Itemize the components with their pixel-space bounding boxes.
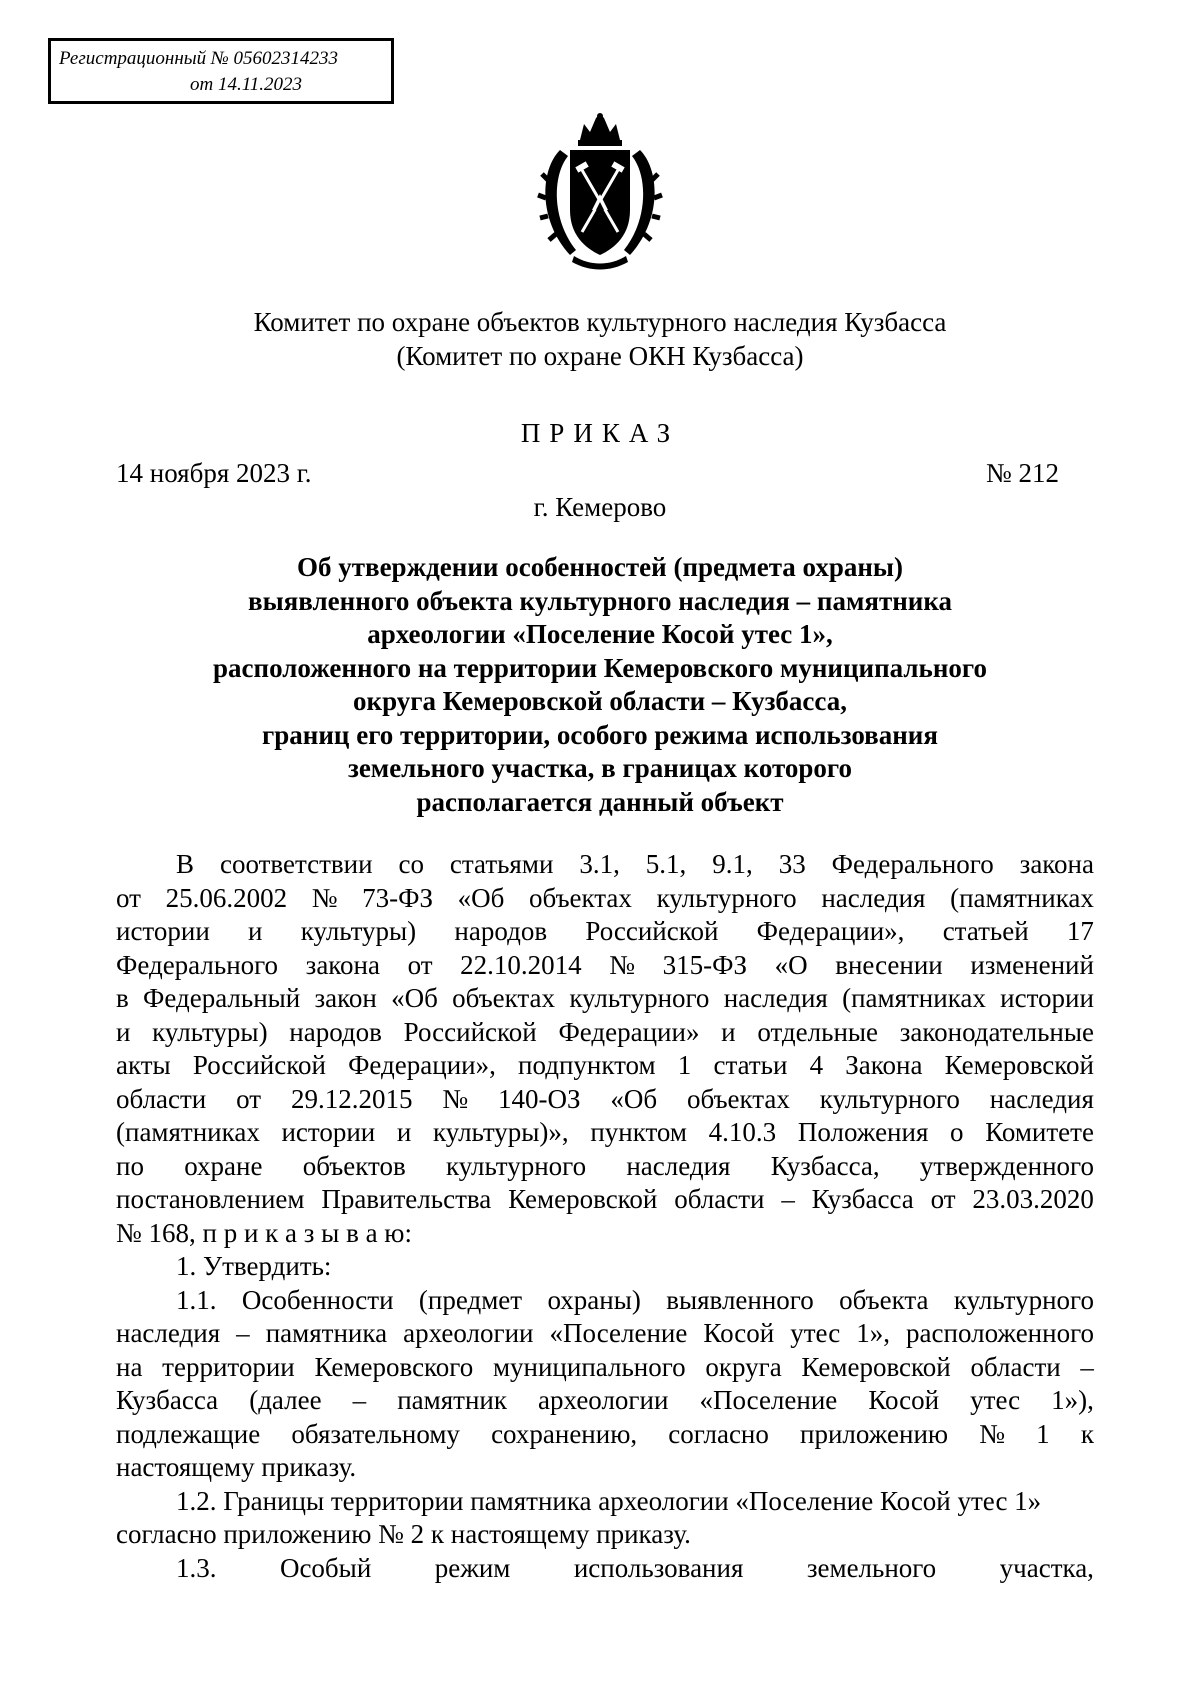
body-word: наследия (989, 1083, 1094, 1114)
body-word: Закона (845, 1050, 923, 1080)
body-word: Комитете (985, 1117, 1094, 1147)
title-line: выявленного объекта культурного наследия – памятника (248, 585, 952, 616)
body-word: сохранению, (491, 1418, 638, 1449)
body-word: 315-ФЗ (662, 949, 748, 980)
body-line (116, 1083, 1094, 1117)
body-word: Особый (279, 1552, 372, 1583)
document-type: ПРИКАЗ (520, 418, 680, 448)
body-word: 5.1, (645, 849, 687, 879)
organization-name: Комитет по охране объектов культурного наследия Кузбасса (253, 307, 947, 337)
body-word: подпунктом (518, 1050, 656, 1080)
body-word: (памятниках (950, 882, 1094, 913)
body-word: по (116, 1150, 144, 1181)
body-word: 3.1, (579, 849, 620, 879)
body-word: № (979, 1418, 1006, 1449)
body-word: и (396, 1117, 412, 1147)
body-word: области (970, 1351, 1061, 1382)
body-word: 73-ФЗ (362, 882, 433, 913)
body-word: Российской (403, 1016, 537, 1047)
body-word: (предмет (418, 1284, 523, 1315)
body-word: приложению (800, 1418, 949, 1449)
body-word: 25.06.2002 (165, 882, 288, 913)
body-word: Федерального (831, 849, 994, 879)
body-word: о (950, 1117, 964, 1147)
body-word: «Об (391, 983, 438, 1013)
body-word: 1 (1036, 1418, 1050, 1449)
body-word: режим (434, 1552, 511, 1583)
body-word: согласно (668, 1418, 769, 1449)
body-word: наследия (723, 983, 828, 1013)
body-word: к (1080, 1418, 1094, 1449)
body-word: «Поселение (699, 1385, 838, 1415)
body-word: статьей (942, 916, 1029, 946)
body-word: 1»), (1051, 1385, 1094, 1415)
title-line: округа Кемеровской области – Кузбасса, (353, 686, 847, 716)
body-word: утес (970, 1385, 1021, 1415)
body-word: Федерации» (558, 1016, 700, 1047)
body-line (116, 1418, 1094, 1452)
body-word: истории (116, 916, 210, 946)
body-word: и (248, 916, 263, 946)
body-word: 17 (1066, 916, 1094, 946)
body-word: культурного (445, 1150, 587, 1181)
body-word: охраны) (547, 1284, 641, 1315)
coat-of-arms-kuzbass-icon (530, 110, 670, 270)
body-word: – (352, 1385, 367, 1415)
body-word: «Поселение (549, 1318, 688, 1348)
body-word: (памятниках (116, 1117, 260, 1147)
body-word: от (407, 949, 433, 980)
body-word: «О (774, 949, 808, 980)
body-line (116, 1351, 1094, 1385)
registration-date: от 14.11.2023 (190, 74, 303, 95)
body-word: народов (289, 1016, 382, 1047)
body-word: Кемеровской (801, 1351, 951, 1382)
body-word: Косой (703, 1318, 775, 1348)
body-word: культуры)», (433, 1117, 569, 1147)
body-word: 29.12.2015 (290, 1083, 413, 1114)
body-word: расположенного (906, 1318, 1094, 1348)
body-word: 140-ОЗ (497, 1083, 581, 1114)
body-word: от (930, 1184, 956, 1214)
registration-number: Регистрационный № 05602314233 (59, 48, 339, 69)
body-word: в (116, 983, 129, 1013)
body-word: – (1080, 1351, 1094, 1382)
body-word: Кемеровской (944, 1050, 1094, 1080)
body-line (116, 1183, 1094, 1217)
body-word: культурного (953, 1284, 1094, 1315)
body-word: культуры) (300, 916, 417, 946)
body-word: № (311, 882, 338, 913)
body-word: (далее (249, 1385, 322, 1415)
body-line (116, 1384, 1094, 1418)
body-line: настоящему приказу. (116, 1452, 357, 1482)
body-word: законодательные (899, 1016, 1094, 1047)
body-word: изменений (970, 949, 1094, 980)
body-line (116, 1552, 1094, 1586)
title-line: археологии «Поселение Косой утес 1», (367, 619, 833, 649)
body-word: территории (162, 1351, 295, 1382)
body-word: истории (1000, 983, 1094, 1013)
body-word: использования (573, 1552, 744, 1583)
body-line (116, 949, 1094, 983)
body-word: «Об (610, 1083, 658, 1114)
title-line: располагается данный объект (416, 786, 784, 817)
order-number: № 212 (985, 458, 1059, 488)
order-date: 14 ноября 2023 г. (116, 458, 312, 488)
body-word: на (116, 1351, 143, 1382)
body-word: статьями (449, 849, 554, 879)
body-line (116, 1049, 1094, 1083)
body-line (116, 882, 1094, 916)
body-word: от (236, 1083, 262, 1114)
body-word: народов (454, 916, 548, 946)
body-word: 4.10.3 (708, 1117, 777, 1147)
body-word: культуры) (152, 1016, 268, 1047)
body-word: обязательному (291, 1418, 460, 1449)
body-word: Кузбасса (116, 1385, 219, 1415)
body-word: наследия (821, 882, 926, 913)
body-line (116, 982, 1094, 1016)
body-word: 9.1, (712, 849, 753, 879)
title-line: земельного участка, в границах которого (347, 753, 853, 783)
body-word: соответствии (219, 849, 373, 879)
body-word: Российской (192, 1050, 326, 1080)
body-word: Косой (868, 1385, 940, 1415)
body-word: выявленного (666, 1284, 814, 1315)
body-word: истории (281, 1117, 376, 1147)
body-word: Федеральный (143, 983, 301, 1013)
body-word: Федерального (116, 949, 279, 980)
body-line (116, 848, 1094, 882)
body-word: 1», (856, 1318, 890, 1348)
body-word: В (176, 849, 195, 879)
body-line (116, 1016, 1094, 1050)
title-line: Об утверждении особенностей (предмета охраны) (296, 552, 904, 582)
body-word: 33 (778, 849, 806, 879)
body-word: муниципального (492, 1351, 686, 1382)
body-word: 1.3. (176, 1552, 217, 1583)
body-word: памятник (397, 1385, 507, 1415)
body-line: 1. Утвердить: (176, 1251, 332, 1281)
organization-short-name: (Комитет по охране ОКН Кузбасса) (396, 341, 804, 371)
body-word: объекта (839, 1284, 929, 1315)
body-word: № (442, 1083, 469, 1114)
body-word: отдельные (757, 1016, 879, 1047)
body-line (116, 1284, 1094, 1318)
body-word: (памятниках (842, 983, 986, 1013)
body-word: внесении (835, 949, 943, 980)
body-word: культурного (819, 1083, 960, 1114)
body-line (116, 915, 1094, 949)
body-line (116, 1150, 1094, 1184)
body-word: и (721, 1016, 736, 1047)
body-word: закона (305, 949, 380, 980)
body-word: объектах (452, 983, 556, 1013)
body-word: утвержденного (919, 1150, 1094, 1181)
body-word: культурного (656, 882, 797, 913)
body-line: № 168, п р и к а з ы в а ю: (116, 1217, 412, 1248)
body-word: Российской (585, 916, 719, 946)
body-word: 23.03.2020 (972, 1184, 1094, 1214)
body-word: статьи (713, 1050, 788, 1080)
body-word: археологии (538, 1385, 669, 1415)
body-word: объектах (687, 1083, 790, 1114)
body-line: согласно приложению № 2 к настоящему приказу. (116, 1519, 691, 1549)
body-word: округа (705, 1351, 782, 1382)
body-word: «Об (457, 882, 505, 913)
body-word: 22.10.2014 (460, 949, 582, 980)
body-word: наследия (626, 1150, 731, 1181)
body-word: объектов (302, 1150, 406, 1181)
body-word: Кузбасса, (770, 1150, 880, 1181)
body-word: постановлением (116, 1184, 305, 1214)
body-line: 1.2. Границы территории памятника археологии «Поселение Косой утес 1» (176, 1485, 1042, 1516)
body-word: 1 (677, 1050, 692, 1080)
body-word: Федерации», (348, 1050, 496, 1080)
body-word: со (398, 849, 424, 879)
order-city: г. Кемерово (533, 492, 667, 522)
body-word: утес (790, 1318, 841, 1348)
body-word: Кемеровской (508, 1184, 658, 1214)
body-word: участка, (999, 1552, 1094, 1583)
title-line: границ его территории, особого режима использования (262, 719, 938, 750)
body-word: Положения (797, 1117, 929, 1147)
body-word: Правительства (321, 1184, 492, 1214)
body-word: закона (1019, 849, 1094, 879)
body-word: области (116, 1083, 207, 1114)
body-word: объектах (529, 882, 632, 913)
body-word: Особенности (241, 1284, 394, 1315)
body-word: Федерации», (756, 916, 905, 946)
body-word: памятника (265, 1318, 388, 1348)
body-word: археологии (403, 1318, 534, 1348)
order-body (116, 848, 1094, 1585)
body-word: акты (116, 1050, 171, 1080)
title-line: расположенного на территории Кемеровского муниципального (213, 652, 987, 683)
body-word: 1.1. (176, 1284, 217, 1315)
body-word: закон (314, 983, 377, 1013)
body-word: Кемеровского (314, 1351, 474, 1382)
body-word: культурного (569, 983, 710, 1013)
registration-stamp (48, 38, 394, 104)
body-word: и (116, 1016, 131, 1047)
body-word: области (674, 1184, 765, 1214)
body-word: пунктом (590, 1117, 688, 1147)
body-word: – (781, 1184, 795, 1214)
body-word: наследия (116, 1318, 221, 1348)
body-word: от (116, 882, 141, 913)
body-word: – (236, 1318, 250, 1348)
body-word: № (609, 949, 636, 980)
body-word: Кузбасса (811, 1184, 914, 1214)
order-title (116, 551, 1084, 819)
body-word: 4 (809, 1050, 824, 1080)
body-line (116, 1317, 1094, 1351)
body-line (116, 1116, 1094, 1150)
body-word: охране (184, 1150, 263, 1181)
body-word: земельного (806, 1552, 937, 1583)
body-word: подлежащие (116, 1418, 261, 1449)
